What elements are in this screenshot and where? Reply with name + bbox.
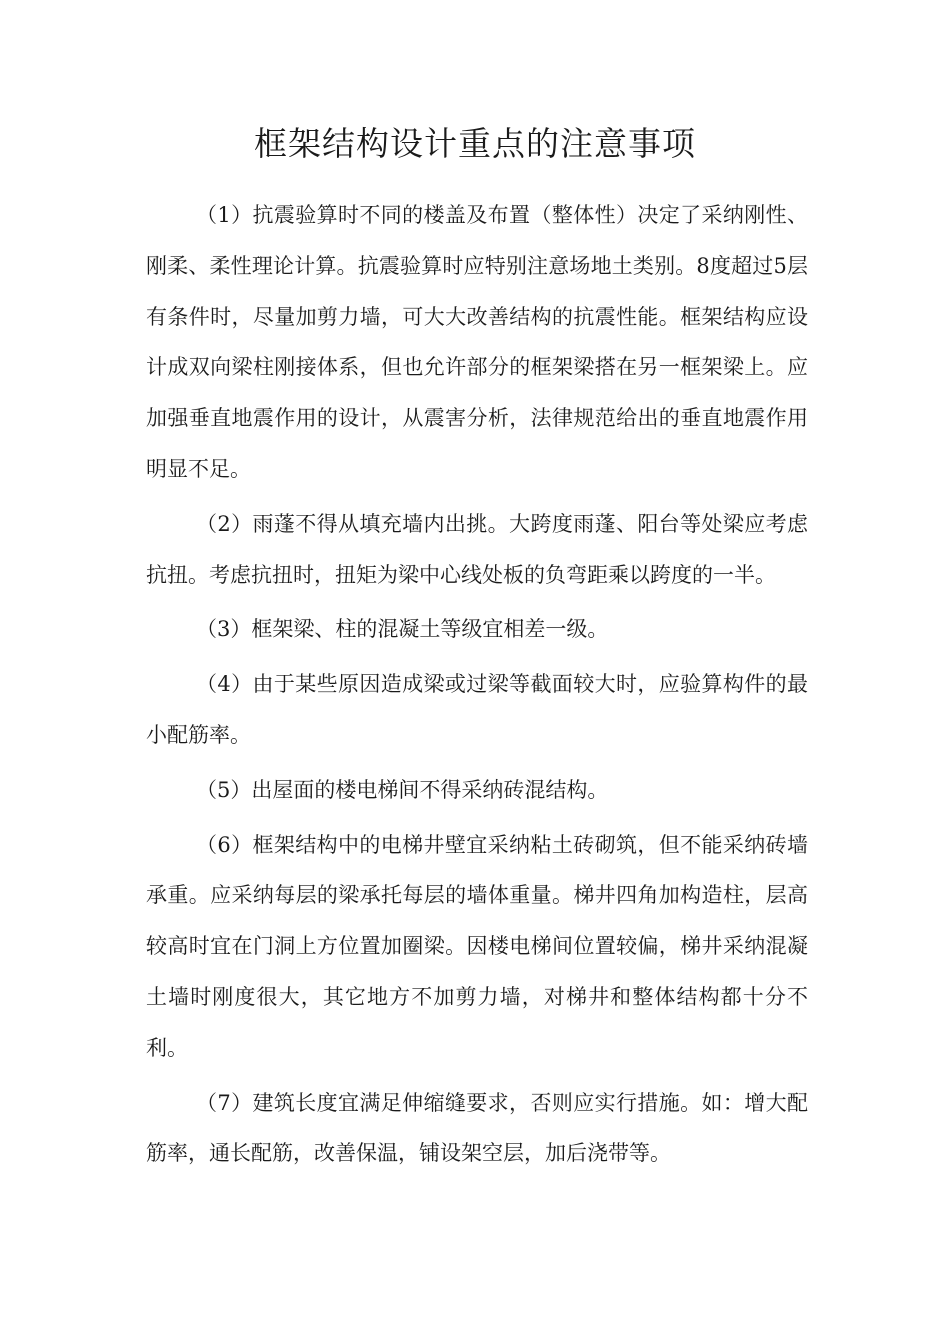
document-body <box>146 190 808 1183</box>
paragraph-7: （7）建筑长度宜满足伸缩缝要求，否则应实行措施。如：增大配筋率，通长配筋，改善保温，铺设架空层，加后浇带等。 <box>146 1090 808 1166</box>
document-title: 框架结构设计重点的注意事项 <box>254 124 696 163</box>
paragraph-5: （5）出屋面的楼电梯间不得采纳砖混结构。 <box>196 777 609 802</box>
paragraph-1: （1）抗震验算时不同的楼盖及布置（整体性）决定了采纳刚性、刚柔、柔性理论计算。抗震验算时应特别注意场地土类别。8度超过5层有条件时，尽量加剪力墙，可大大改善结构的抗震性能。框架结构应设计成双向梁柱刚接体系，但也允许部分的框架梁搭在另一框架梁上。应加强垂直地震作用的设计，从震害分析，法律规范给出的垂直地震作用明显不足。 <box>146 203 808 481</box>
paragraph-4: （4）由于某些原因造成梁或过梁等截面较大时，应验算构件的最小配筋率。 <box>146 672 808 747</box>
paragraph-2: （2）雨蓬不得从填充墙内出挑。大跨度雨蓬、阳台等处梁应考虑抗扭。考虑抗扭时，扭矩为梁中心线处板的负弯距乘以跨度的一半。 <box>146 511 808 587</box>
paragraph-6: （6）框架结构中的电梯井壁宜采纳粘土砖砌筑，但不能采纳砖墙承重。应采纳每层的梁承托每层的墙体重量。梯井四角加构造柱，层高较高时宜在门洞上方位置加圈梁。因楼电梯间位置较偏，梯井采纳混凝土墙时刚度很大，其它地方不加剪力墙，对梯井和整体结构都十分不利。 <box>146 832 808 1060</box>
paragraph-3: （3）框架梁、柱的混凝土等级宜相差一级。 <box>196 617 609 642</box>
